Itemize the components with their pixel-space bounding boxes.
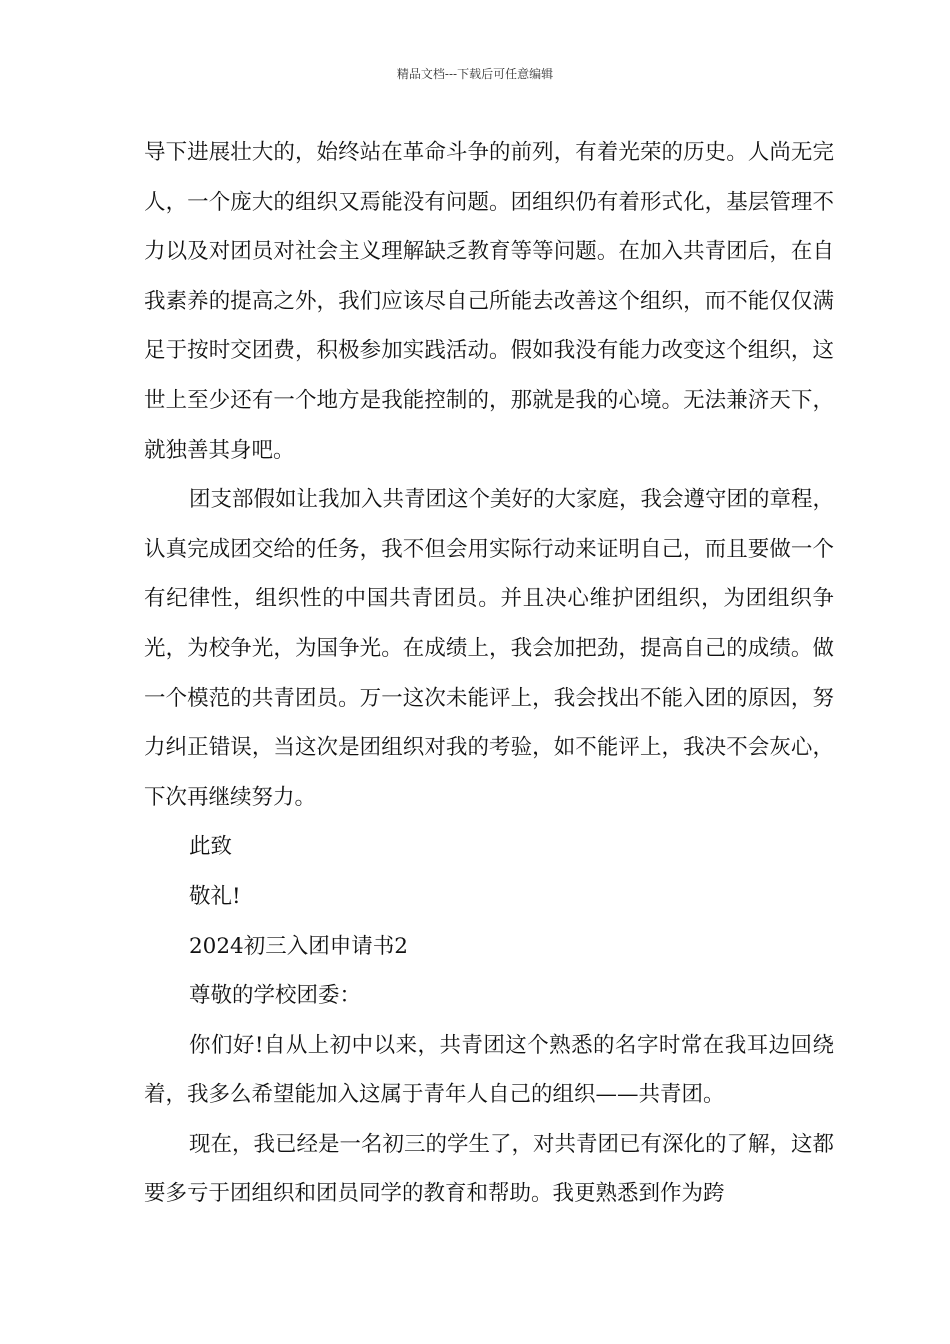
closing-regards: 敬礼!	[189, 883, 241, 909]
paragraph-pledge: 团支部假如让我加入共青团这个美好的大家庭，我会遵守团的章程，认真完成团交给的任务，我不但会用实际行动来证明自己，而且要做一个有纪律性，组织性的中国共青团员。并且决心维护团组织，为团组织争光，为校争光，为国争光。在成绩上，我会加把劲，提高自己的成绩。做一个模范的共青团员。万一这次未能评上，我会找出不能入团的原因，努力纠正错误，当这次是团组织对我的考验，如不能评上，我决不会灰心，下次再继续努力。	[144, 487, 835, 810]
page-header: 精品文档---下载后可任意编辑	[396, 67, 554, 81]
paragraph-current: 现在，我已经是一名初三的学生了，对共青团已有深化的了解，这都要多亏于团组织和团员同学的教育和帮助。我更熟悉到作为跨	[144, 1131, 835, 1207]
section-title: 2024初三入团申请书2	[189, 933, 408, 959]
paragraph-intro: 你们好!自从上初中以来，共青团这个熟悉的名字时常在我耳边回绕着，我多么希望能加入这属于青年人自己的组织——共青团。	[144, 1032, 834, 1108]
document-body	[144, 128, 834, 1219]
closing-salutation: 此致	[189, 834, 233, 860]
paragraph-continuation: 导下进展壮大的，始终站在革命斗争的前列，有着光荣的历史。人尚无完人，一个庞大的组织又焉能没有问题。团组织仍有着形式化，基层管理不力以及对团员对社会主义理解缺乏教育等等问题。在加入共青团后，在自我素养的提高之外，我们应该尽自己所能去改善这个组织，而不能仅仅满足于按时交团费，积极参加实践活动。假如我没有能力改变这个组织，这世上至少还有一个地方是我能控制的，那就是我的心境。无法兼济天下，就独善其身吧。	[144, 140, 834, 463]
letter-greeting: 尊敬的学校团委：	[189, 983, 362, 1009]
